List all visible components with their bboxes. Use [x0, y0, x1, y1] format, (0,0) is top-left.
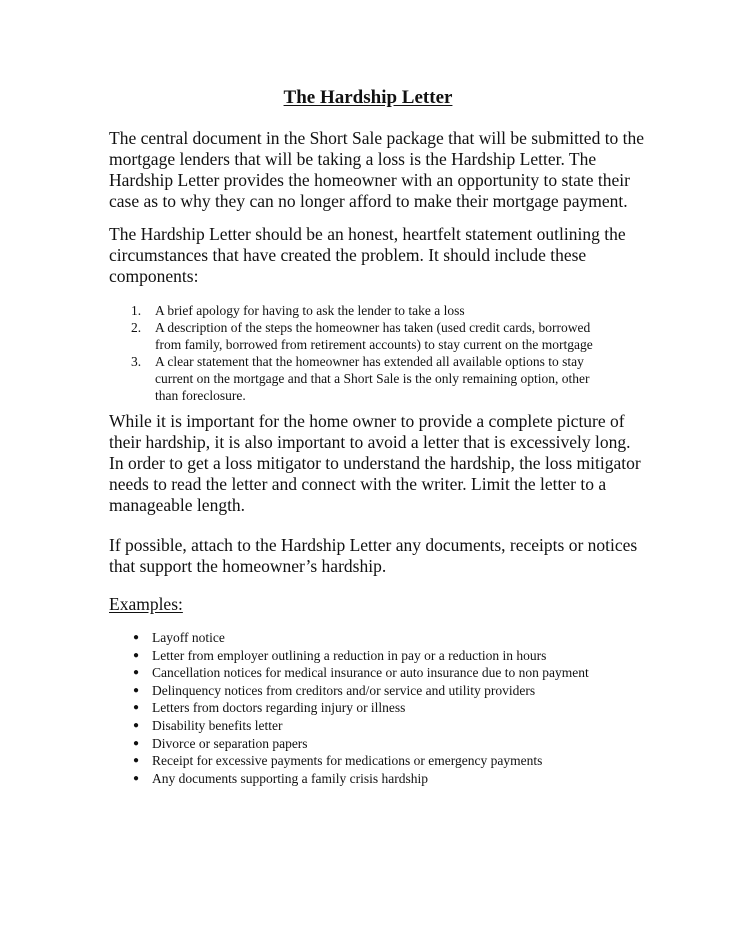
bullet-icon: ● — [133, 632, 140, 643]
list-item-text: Layoff notice — [152, 630, 225, 645]
list-item-text: Letter from employer outlining a reduction in pay or a reduction in hours — [152, 647, 547, 663]
list-item-text: than foreclosure. — [155, 388, 246, 403]
text-line: The central document in the Short Sale package that will be submitted to the — [109, 128, 645, 148]
list-item-text: Divorce or separation papers — [152, 735, 308, 751]
bullet-icon: ● — [133, 772, 140, 784]
list-item-text: Receipt for excessive payments for medications or emergency payments — [152, 753, 543, 769]
text-line: that support the homeowner’s hardship. — [109, 556, 387, 576]
text-line: While it is important for the home owner to provide a complete picture of — [109, 411, 625, 431]
bullet-icon: ● — [133, 702, 140, 714]
components-intro-paragraph — [109, 224, 649, 287]
list-item-text: Disability benefits letter — [152, 717, 283, 733]
bullet-icon: ● — [133, 667, 140, 679]
bullet-icon: ● — [133, 719, 140, 731]
list-item — [131, 353, 651, 404]
list-item — [131, 319, 651, 353]
text-line: circumstances that have created the problem. It should include these — [109, 245, 587, 265]
list-item-text: Any documents supporting a family crisis hardship — [152, 770, 428, 786]
text-line: The Hardship Letter should be an honest, heartfelt statement outlining the — [109, 224, 626, 244]
list-item-text: A description of the steps the homeowner has taken (used credit cards, borrowed — [155, 320, 591, 335]
list-item-text: A brief apology for having to ask the lender to take a loss — [155, 303, 465, 318]
list-item — [131, 735, 589, 753]
text-line: mortgage lenders that will be taking a loss is the Hardship Letter. The — [109, 149, 597, 169]
list-item — [131, 629, 589, 647]
list-item-text: current on the mortgage and that a Short Sale is the only remaining option, other — [155, 371, 590, 386]
page-title: The Hardship Letter — [283, 87, 453, 108]
examples-heading: Examples: — [109, 594, 183, 614]
list-item — [131, 717, 589, 735]
text-line: components: — [109, 266, 199, 286]
components-list — [131, 302, 651, 404]
text-line: their hardship, it is also important to avoid a letter that is excessively long. — [109, 432, 631, 452]
list-item — [131, 647, 589, 665]
list-item-text: A clear statement that the homeowner has extended all available options to stay — [155, 354, 584, 369]
text-line: If possible, attach to the Hardship Letter any documents, receipts or notices — [109, 535, 638, 555]
list-item-text: from family, borrowed from retirement accounts) to stay current on the mortgage — [155, 337, 593, 352]
bullet-icon: ● — [133, 737, 140, 749]
text-line: manageable length. — [109, 495, 246, 515]
list-item — [131, 752, 589, 770]
list-number: 2. — [131, 320, 142, 335]
bullet-icon: ● — [133, 649, 140, 661]
length-paragraph — [109, 411, 649, 516]
text-line: In order to get a loss mitigator to understand the hardship, the loss mitigator — [109, 453, 641, 473]
bullet-icon: ● — [133, 755, 140, 767]
list-item — [131, 682, 589, 700]
bullet-icon: ● — [133, 684, 140, 696]
list-item — [131, 664, 589, 682]
list-number: 3. — [131, 354, 142, 369]
text-line: Hardship Letter provides the homeowner with an opportunity to state their — [109, 170, 630, 190]
list-item-text: Delinquency notices from creditors and/or service and utility providers — [152, 682, 536, 698]
list-item — [131, 699, 589, 717]
examples-list — [131, 629, 589, 787]
list-number: 1. — [131, 303, 142, 318]
text-line: needs to read the letter and connect with the writer. Limit the letter to a — [109, 474, 607, 494]
list-item — [131, 770, 589, 788]
attachments-paragraph — [109, 535, 649, 577]
intro-paragraph — [109, 128, 649, 212]
list-item-text: Cancellation notices for medical insurance or auto insurance due to non payment — [152, 665, 589, 681]
list-item — [131, 302, 651, 319]
list-item-text: Letters from doctors regarding injury or illness — [152, 700, 406, 716]
text-line: case as to why they can no longer afford to make their mortgage payment. — [109, 191, 628, 211]
